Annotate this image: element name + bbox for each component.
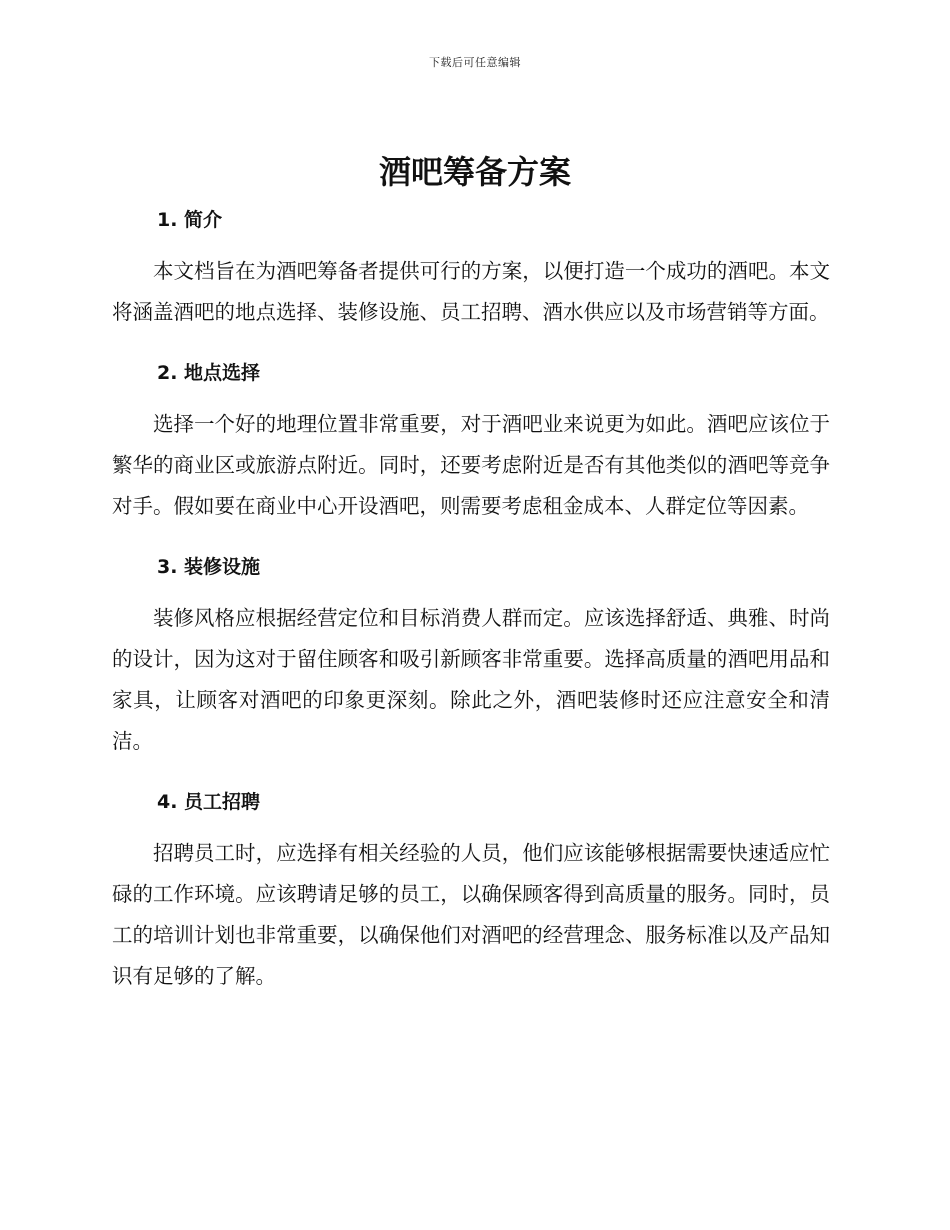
section-paragraph: 选择一个好的地理位置非常重要，对于酒吧业来说更为如此。酒吧应该位于繁华的商业区或旅游点附近。同时，还要考虑附近是否有其他类似的酒吧等竞争对手。假如要在商业中心开设酒吧，则需要考虑租金成本、人群定位等因素。 xyxy=(112,412,830,518)
section-decoration xyxy=(112,547,830,762)
section-staffing xyxy=(112,782,830,997)
section-heading: 4. 员工招聘 xyxy=(157,791,261,813)
header-note: 下载后可任意编辑 xyxy=(429,56,521,69)
section-location xyxy=(112,353,830,527)
section-heading: 1. 简介 xyxy=(157,209,223,231)
section-paragraph: 装修风格应根据经营定位和目标消费人群而定。应该选择舒适、典雅、时尚的设计，因为这对于留住顾客和吸引新顾客非常重要。选择高质量的酒吧用品和家具，让顾客对酒吧的印象更深刻。除此之外，酒吧装修时还应注意安全和清洁。 xyxy=(112,606,830,753)
section-paragraph: 本文档旨在为酒吧筹备者提供可行的方案，以便打造一个成功的酒吧。本文将涵盖酒吧的地点选择、装修设施、员工招聘、酒水供应以及市场营销等方面。 xyxy=(112,259,830,324)
section-heading: 3. 装修设施 xyxy=(157,556,261,578)
document-title: 酒吧筹备方案 xyxy=(378,153,571,191)
document-content xyxy=(112,200,830,1017)
section-paragraph: 招聘员工时，应选择有相关经验的人员，他们应该能够根据需要快速适应忙碌的工作环境。应该聘请足够的员工，以确保顾客得到高质量的服务。同时，员工的培训计划也非常重要，以确保他们对酒吧的经营理念、服务标准以及产品知识有足够的了解。 xyxy=(112,841,830,988)
section-intro xyxy=(112,200,830,333)
section-heading: 2. 地点选择 xyxy=(157,362,261,384)
